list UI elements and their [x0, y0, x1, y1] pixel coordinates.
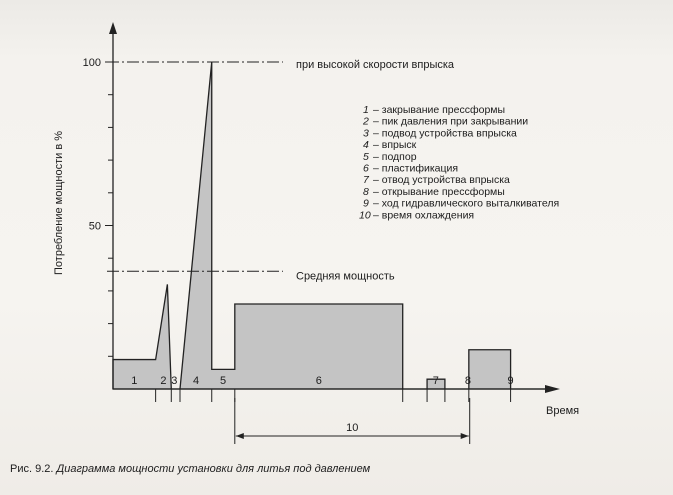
segment-label: 9: [507, 375, 514, 387]
y-axis-label: Потребление мощности в %: [53, 130, 65, 275]
legend-number: 5: [363, 150, 369, 163]
legend-number: 4: [363, 139, 369, 152]
figure-caption: [10, 463, 370, 475]
legend-item: – впрыск: [373, 139, 417, 152]
legend-item: – пластификация: [373, 162, 459, 175]
span-arrow-left: [236, 433, 244, 439]
y-axis-arrow: [109, 22, 117, 34]
segment-label: 1: [131, 375, 138, 387]
segment-label: 8: [464, 375, 472, 387]
legend-number: 9: [363, 197, 369, 210]
span-label: 10: [346, 422, 359, 434]
legend-item: – ход гидравлического выталкивателя: [373, 197, 560, 210]
legend-number: 3: [363, 127, 369, 140]
legend-number: 10: [359, 209, 371, 222]
legend-item: – пик давления при закрывании: [373, 115, 529, 128]
segment-label: 6: [315, 375, 322, 387]
y-tick-label: 100: [82, 57, 101, 69]
reference-label: при высокой скорости впрыска: [296, 59, 455, 71]
legend-number: 6: [363, 162, 369, 175]
span-arrow-right: [461, 433, 469, 439]
segment-label: 4: [193, 375, 200, 387]
x-axis-arrow: [545, 385, 560, 393]
legend-number: 1: [363, 104, 369, 116]
segment-label: 5: [219, 375, 227, 387]
legend-number: 2: [363, 115, 369, 128]
x-axis-label: Время: [546, 405, 580, 417]
legend-item: – открывание прессформы: [373, 185, 505, 198]
segment-label: 2: [160, 375, 167, 387]
reference-label: Средняя мощность: [296, 270, 395, 283]
legend-number: 7: [363, 174, 369, 187]
caption-title: Диаграмма мощности установки для литья под давлением: [56, 463, 371, 475]
legend-item: – подвод устройства впрыска: [373, 127, 517, 140]
legend-number: 8: [363, 185, 369, 198]
caption-prefix: Рис. 9.2.: [10, 463, 54, 475]
legend-item: – время охлаждения: [373, 209, 475, 222]
legend-item: – подпор: [373, 150, 417, 163]
legend-item: – отвод устройства впрыска: [373, 174, 510, 187]
y-tick-label: 50: [88, 220, 101, 233]
segment-label: 3: [171, 375, 178, 387]
segment-label: 7: [432, 375, 439, 387]
legend-item: – закрывание прессформы: [373, 104, 506, 116]
